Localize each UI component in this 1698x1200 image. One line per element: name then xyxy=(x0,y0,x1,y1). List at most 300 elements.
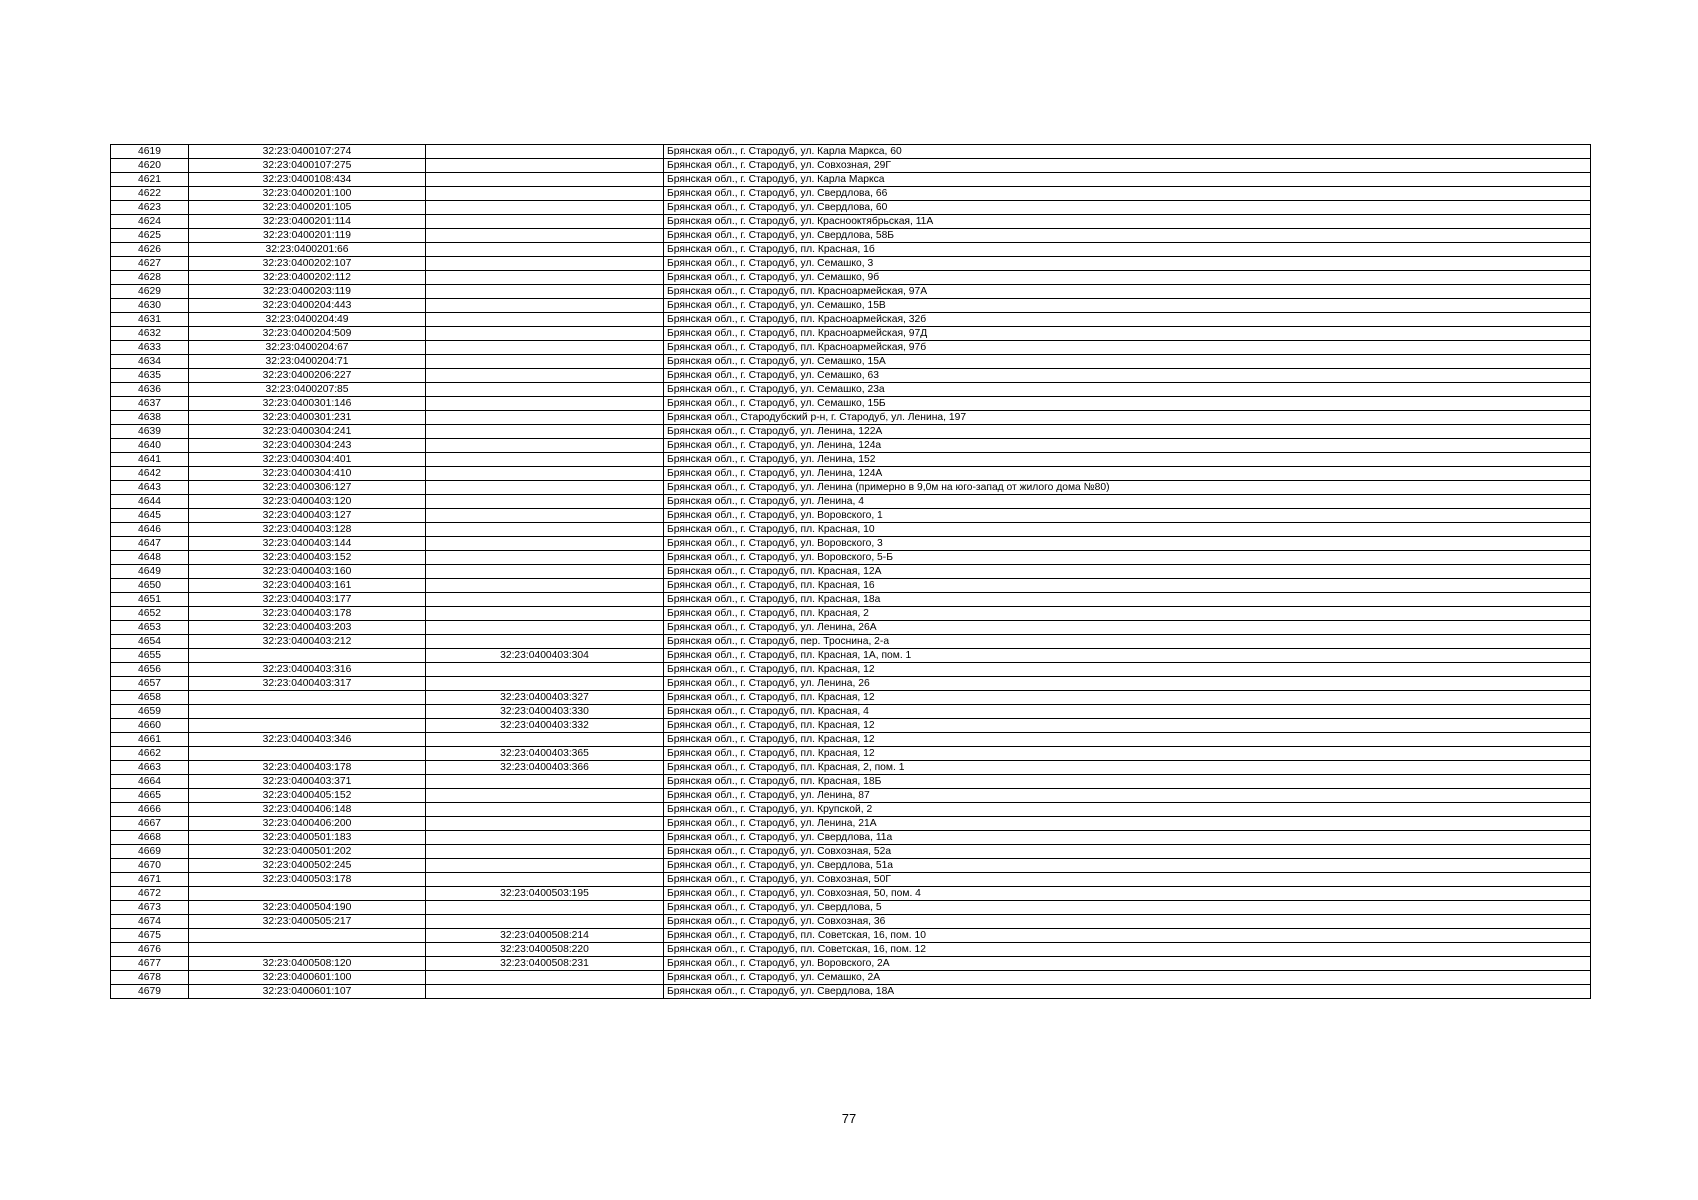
table-row xyxy=(111,649,1591,663)
address-cell: Брянская обл., г. Стародуб, пл. Красная, 12 xyxy=(664,691,1591,705)
table-row xyxy=(111,873,1591,887)
land-cadastral-number-cell: 32:23:0400304:401 xyxy=(189,453,426,467)
table-row xyxy=(111,355,1591,369)
address-cell: Брянская обл., г. Стародуб, пер. Троснина, 2-а xyxy=(664,635,1591,649)
table-row xyxy=(111,719,1591,733)
row-number-cell: 4658 xyxy=(111,691,189,705)
address-cell: Брянская обл., г. Стародуб, ул. Свердлова, 11а xyxy=(664,831,1591,845)
land-cadastral-number-cell: 32:23:0400304:410 xyxy=(189,467,426,481)
building-cadastral-number-cell xyxy=(426,201,664,215)
table-row xyxy=(111,635,1591,649)
land-cadastral-number-cell: 32:23:0400201:100 xyxy=(189,187,426,201)
row-number-cell: 4651 xyxy=(111,593,189,607)
row-number-cell: 4670 xyxy=(111,859,189,873)
table-row xyxy=(111,341,1591,355)
table-row xyxy=(111,411,1591,425)
address-cell: Брянская обл., г. Стародуб, пл. Красноармейская, 32б xyxy=(664,313,1591,327)
address-cell: Брянская обл., г. Стародуб, ул. Семашко, 9б xyxy=(664,271,1591,285)
land-cadastral-number-cell: 32:23:0400504:190 xyxy=(189,901,426,915)
table-row xyxy=(111,565,1591,579)
table-row xyxy=(111,145,1591,159)
land-cadastral-number-cell: 32:23:0400304:243 xyxy=(189,439,426,453)
building-cadastral-number-cell xyxy=(426,145,664,159)
table-row xyxy=(111,243,1591,257)
building-cadastral-number-cell xyxy=(426,397,664,411)
address-cell: Брянская обл., г. Стародуб, ул. Ленина, 122А xyxy=(664,425,1591,439)
row-number-cell: 4643 xyxy=(111,481,189,495)
land-cadastral-number-cell: 32:23:0400406:200 xyxy=(189,817,426,831)
row-number-cell: 4645 xyxy=(111,509,189,523)
building-cadastral-number-cell: 32:23:0400403:366 xyxy=(426,761,664,775)
address-cell: Брянская обл., г. Стародуб, ул. Свердлова, 58Б xyxy=(664,229,1591,243)
land-cadastral-number-cell: 32:23:0400204:71 xyxy=(189,355,426,369)
row-number-cell: 4633 xyxy=(111,341,189,355)
row-number-cell: 4674 xyxy=(111,915,189,929)
table-row xyxy=(111,733,1591,747)
building-cadastral-number-cell xyxy=(426,565,664,579)
row-number-cell: 4622 xyxy=(111,187,189,201)
address-cell: Брянская обл., г. Стародуб, ул. Карла Маркса xyxy=(664,173,1591,187)
address-cell: Брянская обл., г. Стародуб, ул. Семашко, 2А xyxy=(664,971,1591,985)
building-cadastral-number-cell xyxy=(426,537,664,551)
address-cell: Брянская обл., Стародубский р-н, г. Стародуб, ул. Ленина, 197 xyxy=(664,411,1591,425)
building-cadastral-number-cell xyxy=(426,467,664,481)
table-row xyxy=(111,271,1591,285)
land-cadastral-number-cell: 32:23:0400201:105 xyxy=(189,201,426,215)
land-cadastral-number-cell: 32:23:0400201:119 xyxy=(189,229,426,243)
land-cadastral-number-cell: 32:23:0400107:275 xyxy=(189,159,426,173)
land-cadastral-number-cell: 32:23:0400403:160 xyxy=(189,565,426,579)
land-cadastral-number-cell: 32:23:0400403:152 xyxy=(189,551,426,565)
row-number-cell: 4675 xyxy=(111,929,189,943)
land-cadastral-number-cell: 32:23:0400601:107 xyxy=(189,985,426,999)
row-number-cell: 4650 xyxy=(111,579,189,593)
building-cadastral-number-cell xyxy=(426,187,664,201)
row-number-cell: 4641 xyxy=(111,453,189,467)
table-row xyxy=(111,495,1591,509)
building-cadastral-number-cell xyxy=(426,971,664,985)
row-number-cell: 4639 xyxy=(111,425,189,439)
land-cadastral-number-cell: 32:23:0400403:177 xyxy=(189,593,426,607)
row-number-cell: 4621 xyxy=(111,173,189,187)
table-row xyxy=(111,971,1591,985)
address-cell: Брянская обл., г. Стародуб, пл. Красная, 2, пом. 1 xyxy=(664,761,1591,775)
address-cell: Брянская обл., г. Стародуб, ул. Ленина, 21А xyxy=(664,817,1591,831)
address-cell: Брянская обл., г. Стародуб, пл. Красная, 4 xyxy=(664,705,1591,719)
address-cell: Брянская обл., г. Стародуб, ул. Крупской, 2 xyxy=(664,803,1591,817)
address-cell: Брянская обл., г. Стародуб, ул. Ленина, 124А xyxy=(664,467,1591,481)
row-number-cell: 4630 xyxy=(111,299,189,313)
land-cadastral-number-cell: 32:23:0400501:183 xyxy=(189,831,426,845)
row-number-cell: 4679 xyxy=(111,985,189,999)
table-row xyxy=(111,663,1591,677)
building-cadastral-number-cell xyxy=(426,159,664,173)
table-row xyxy=(111,285,1591,299)
row-number-cell: 4664 xyxy=(111,775,189,789)
table-row xyxy=(111,229,1591,243)
table-row xyxy=(111,943,1591,957)
address-cell: Брянская обл., г. Стародуб, пл. Красная, 12 xyxy=(664,733,1591,747)
land-cadastral-number-cell: 32:23:0400201:114 xyxy=(189,215,426,229)
building-cadastral-number-cell xyxy=(426,285,664,299)
building-cadastral-number-cell xyxy=(426,873,664,887)
row-number-cell: 4644 xyxy=(111,495,189,509)
building-cadastral-number-cell xyxy=(426,243,664,257)
table-row xyxy=(111,929,1591,943)
table-row xyxy=(111,257,1591,271)
row-number-cell: 4626 xyxy=(111,243,189,257)
row-number-cell: 4647 xyxy=(111,537,189,551)
table-row xyxy=(111,677,1591,691)
row-number-cell: 4668 xyxy=(111,831,189,845)
table-row xyxy=(111,747,1591,761)
address-cell: Брянская обл., г. Стародуб, пл. Красная, 18а xyxy=(664,593,1591,607)
table-row xyxy=(111,201,1591,215)
address-cell: Брянская обл., г. Стародуб, пл. Красная, 10 xyxy=(664,523,1591,537)
address-cell: Брянская обл., г. Стародуб, ул. Семашко, 15Б xyxy=(664,397,1591,411)
building-cadastral-number-cell: 32:23:0400508:214 xyxy=(426,929,664,943)
land-cadastral-number-cell: 32:23:0400403:316 xyxy=(189,663,426,677)
land-cadastral-number-cell: 32:23:0400304:241 xyxy=(189,425,426,439)
row-number-cell: 4629 xyxy=(111,285,189,299)
row-number-cell: 4665 xyxy=(111,789,189,803)
registry-table-body xyxy=(111,145,1591,999)
address-cell: Брянская обл., г. Стародуб, ул. Семашко, 63 xyxy=(664,369,1591,383)
row-number-cell: 4632 xyxy=(111,327,189,341)
address-cell: Брянская обл., г. Стародуб, ул. Воровского, 2А xyxy=(664,957,1591,971)
address-cell: Брянская обл., г. Стародуб, ул. Ленина, 87 xyxy=(664,789,1591,803)
building-cadastral-number-cell xyxy=(426,635,664,649)
building-cadastral-number-cell xyxy=(426,215,664,229)
address-cell: Брянская обл., г. Стародуб, ул. Воровского, 1 xyxy=(664,509,1591,523)
land-cadastral-number-cell: 32:23:0400501:202 xyxy=(189,845,426,859)
row-number-cell: 4623 xyxy=(111,201,189,215)
address-cell: Брянская обл., г. Стародуб, ул. Воровского, 5-Б xyxy=(664,551,1591,565)
table-row xyxy=(111,985,1591,999)
address-cell: Брянская обл., г. Стародуб, ул. Свердлова, 51а xyxy=(664,859,1591,873)
address-cell: Брянская обл., г. Стародуб, ул. Совхозная, 36 xyxy=(664,915,1591,929)
address-cell: Брянская обл., г. Стародуб, ул. Семашко, 15В xyxy=(664,299,1591,313)
building-cadastral-number-cell xyxy=(426,229,664,243)
building-cadastral-number-cell xyxy=(426,453,664,467)
land-cadastral-number-cell: 32:23:0400206:227 xyxy=(189,369,426,383)
address-cell: Брянская обл., г. Стародуб, пл. Красная, 12 xyxy=(664,663,1591,677)
building-cadastral-number-cell xyxy=(426,173,664,187)
row-number-cell: 4653 xyxy=(111,621,189,635)
building-cadastral-number-cell xyxy=(426,915,664,929)
land-cadastral-number-cell: 32:23:0400301:231 xyxy=(189,411,426,425)
table-row xyxy=(111,215,1591,229)
building-cadastral-number-cell xyxy=(426,831,664,845)
address-cell: Брянская обл., г. Стародуб, ул. Ленина, 4 xyxy=(664,495,1591,509)
building-cadastral-number-cell xyxy=(426,299,664,313)
table-row xyxy=(111,621,1591,635)
building-cadastral-number-cell xyxy=(426,327,664,341)
building-cadastral-number-cell: 32:23:0400403:365 xyxy=(426,747,664,761)
table-row xyxy=(111,313,1591,327)
building-cadastral-number-cell xyxy=(426,677,664,691)
address-cell: Брянская обл., г. Стародуб, пл. Красная, 12 xyxy=(664,747,1591,761)
row-number-cell: 4660 xyxy=(111,719,189,733)
building-cadastral-number-cell xyxy=(426,271,664,285)
row-number-cell: 4649 xyxy=(111,565,189,579)
row-number-cell: 4642 xyxy=(111,467,189,481)
row-number-cell: 4636 xyxy=(111,383,189,397)
address-cell: Брянская обл., г. Стародуб, пл. Красная, 1б xyxy=(664,243,1591,257)
table-row xyxy=(111,551,1591,565)
row-number-cell: 4648 xyxy=(111,551,189,565)
building-cadastral-number-cell xyxy=(426,369,664,383)
table-row xyxy=(111,775,1591,789)
land-cadastral-number-cell: 32:23:0400403:128 xyxy=(189,523,426,537)
building-cadastral-number-cell: 32:23:0400403:332 xyxy=(426,719,664,733)
row-number-cell: 4659 xyxy=(111,705,189,719)
address-cell: Брянская обл., г. Стародуб, ул. Ленина (примерно в 9,0м на юго-запад от жилого дома №80) xyxy=(664,481,1591,495)
address-cell: Брянская обл., г. Стародуб, ул. Свердлова, 18А xyxy=(664,985,1591,999)
building-cadastral-number-cell xyxy=(426,901,664,915)
table-row xyxy=(111,481,1591,495)
land-cadastral-number-cell: 32:23:0400403:212 xyxy=(189,635,426,649)
row-number-cell: 4663 xyxy=(111,761,189,775)
building-cadastral-number-cell xyxy=(426,355,664,369)
building-cadastral-number-cell xyxy=(426,425,664,439)
row-number-cell: 4669 xyxy=(111,845,189,859)
building-cadastral-number-cell xyxy=(426,845,664,859)
table-row xyxy=(111,803,1591,817)
land-cadastral-number-cell: 32:23:0400503:178 xyxy=(189,873,426,887)
table-row xyxy=(111,467,1591,481)
land-cadastral-number-cell: 32:23:0400204:67 xyxy=(189,341,426,355)
land-cadastral-number-cell xyxy=(189,747,426,761)
building-cadastral-number-cell: 32:23:0400403:304 xyxy=(426,649,664,663)
row-number-cell: 4677 xyxy=(111,957,189,971)
land-cadastral-number-cell xyxy=(189,887,426,901)
row-number-cell: 4656 xyxy=(111,663,189,677)
address-cell: Брянская обл., г. Стародуб, ул. Совхозная, 50, пом. 4 xyxy=(664,887,1591,901)
building-cadastral-number-cell xyxy=(426,733,664,747)
table-row xyxy=(111,831,1591,845)
row-number-cell: 4676 xyxy=(111,943,189,957)
table-row xyxy=(111,453,1591,467)
table-row xyxy=(111,439,1591,453)
land-cadastral-number-cell: 32:23:0400204:443 xyxy=(189,299,426,313)
row-number-cell: 4673 xyxy=(111,901,189,915)
building-cadastral-number-cell xyxy=(426,523,664,537)
address-cell: Брянская обл., г. Стародуб, ул. Совхозная, 52а xyxy=(664,845,1591,859)
land-cadastral-number-cell: 32:23:0400405:152 xyxy=(189,789,426,803)
row-number-cell: 4620 xyxy=(111,159,189,173)
table-row xyxy=(111,159,1591,173)
table-row xyxy=(111,845,1591,859)
building-cadastral-number-cell xyxy=(426,383,664,397)
land-cadastral-number-cell: 32:23:0400306:127 xyxy=(189,481,426,495)
row-number-cell: 4638 xyxy=(111,411,189,425)
table-row xyxy=(111,705,1591,719)
address-cell: Брянская обл., г. Стародуб, пл. Красноармейская, 97А xyxy=(664,285,1591,299)
address-cell: Брянская обл., г. Стародуб, ул. Свердлова, 5 xyxy=(664,901,1591,915)
table-row xyxy=(111,579,1591,593)
row-number-cell: 4627 xyxy=(111,257,189,271)
row-number-cell: 4646 xyxy=(111,523,189,537)
building-cadastral-number-cell: 32:23:0400503:195 xyxy=(426,887,664,901)
land-cadastral-number-cell xyxy=(189,929,426,943)
address-cell: Брянская обл., г. Стародуб, ул. Свердлова, 60 xyxy=(664,201,1591,215)
land-cadastral-number-cell xyxy=(189,719,426,733)
address-cell: Брянская обл., г. Стародуб, ул. Ленина, 26А xyxy=(664,621,1591,635)
land-cadastral-number-cell: 32:23:0400508:120 xyxy=(189,957,426,971)
table-row xyxy=(111,607,1591,621)
table-row xyxy=(111,957,1591,971)
registry-table xyxy=(110,144,1591,999)
table-row xyxy=(111,537,1591,551)
table-row xyxy=(111,789,1591,803)
row-number-cell: 4637 xyxy=(111,397,189,411)
land-cadastral-number-cell: 32:23:0400201:66 xyxy=(189,243,426,257)
address-cell: Брянская обл., г. Стародуб, ул. Краснооктябрьская, 11А xyxy=(664,215,1591,229)
address-cell: Брянская обл., г. Стародуб, ул. Ленина, 124а xyxy=(664,439,1591,453)
land-cadastral-number-cell: 32:23:0400403:203 xyxy=(189,621,426,635)
building-cadastral-number-cell: 32:23:0400508:231 xyxy=(426,957,664,971)
table-row xyxy=(111,859,1591,873)
land-cadastral-number-cell: 32:23:0400202:107 xyxy=(189,257,426,271)
land-cadastral-number-cell xyxy=(189,691,426,705)
land-cadastral-number-cell: 32:23:0400403:346 xyxy=(189,733,426,747)
row-number-cell: 4667 xyxy=(111,817,189,831)
land-cadastral-number-cell xyxy=(189,649,426,663)
row-number-cell: 4661 xyxy=(111,733,189,747)
row-number-cell: 4619 xyxy=(111,145,189,159)
land-cadastral-number-cell: 32:23:0400403:178 xyxy=(189,607,426,621)
land-cadastral-number-cell: 32:23:0400107:274 xyxy=(189,145,426,159)
address-cell: Брянская обл., г. Стародуб, пл. Красная, 18Б xyxy=(664,775,1591,789)
land-cadastral-number-cell: 32:23:0400502:245 xyxy=(189,859,426,873)
land-cadastral-number-cell: 32:23:0400403:127 xyxy=(189,509,426,523)
land-cadastral-number-cell: 32:23:0400204:49 xyxy=(189,313,426,327)
table-row xyxy=(111,593,1591,607)
land-cadastral-number-cell: 32:23:0400207:85 xyxy=(189,383,426,397)
table-row xyxy=(111,173,1591,187)
table-row xyxy=(111,691,1591,705)
building-cadastral-number-cell xyxy=(426,439,664,453)
table-row xyxy=(111,383,1591,397)
building-cadastral-number-cell xyxy=(426,481,664,495)
building-cadastral-number-cell xyxy=(426,341,664,355)
row-number-cell: 4635 xyxy=(111,369,189,383)
land-cadastral-number-cell: 32:23:0400403:161 xyxy=(189,579,426,593)
building-cadastral-number-cell xyxy=(426,509,664,523)
land-cadastral-number-cell: 32:23:0400601:100 xyxy=(189,971,426,985)
land-cadastral-number-cell: 32:23:0400202:112 xyxy=(189,271,426,285)
table-row xyxy=(111,901,1591,915)
address-cell: Брянская обл., г. Стародуб, ул. Совхозная, 29Г xyxy=(664,159,1591,173)
building-cadastral-number-cell xyxy=(426,663,664,677)
land-cadastral-number-cell: 32:23:0400301:146 xyxy=(189,397,426,411)
address-cell: Брянская обл., г. Стародуб, ул. Семашко, 23а xyxy=(664,383,1591,397)
building-cadastral-number-cell xyxy=(426,257,664,271)
table-row xyxy=(111,523,1591,537)
address-cell: Брянская обл., г. Стародуб, пл. Красная, 12 xyxy=(664,719,1591,733)
land-cadastral-number-cell: 32:23:0400403:371 xyxy=(189,775,426,789)
building-cadastral-number-cell xyxy=(426,313,664,327)
address-cell: Брянская обл., г. Стародуб, ул. Ленина, 26 xyxy=(664,677,1591,691)
building-cadastral-number-cell xyxy=(426,621,664,635)
address-cell: Брянская обл., г. Стародуб, ул. Совхозная, 50Г xyxy=(664,873,1591,887)
building-cadastral-number-cell xyxy=(426,593,664,607)
table-row xyxy=(111,397,1591,411)
building-cadastral-number-cell: 32:23:0400508:220 xyxy=(426,943,664,957)
row-number-cell: 4654 xyxy=(111,635,189,649)
building-cadastral-number-cell xyxy=(426,775,664,789)
row-number-cell: 4655 xyxy=(111,649,189,663)
land-cadastral-number-cell: 32:23:0400108:434 xyxy=(189,173,426,187)
table-row xyxy=(111,369,1591,383)
land-cadastral-number-cell: 32:23:0400204:509 xyxy=(189,327,426,341)
land-cadastral-number-cell: 32:23:0400406:148 xyxy=(189,803,426,817)
land-cadastral-number-cell xyxy=(189,705,426,719)
row-number-cell: 4640 xyxy=(111,439,189,453)
table-row xyxy=(111,327,1591,341)
row-number-cell: 4625 xyxy=(111,229,189,243)
table-row xyxy=(111,915,1591,929)
page-number: 77 xyxy=(841,1111,857,1126)
address-cell: Брянская обл., г. Стародуб, ул. Воровского, 3 xyxy=(664,537,1591,551)
row-number-cell: 4657 xyxy=(111,677,189,691)
row-number-cell: 4624 xyxy=(111,215,189,229)
address-cell: Брянская обл., г. Стародуб, ул. Карла Маркса, 60 xyxy=(664,145,1591,159)
table-row xyxy=(111,425,1591,439)
row-number-cell: 4634 xyxy=(111,355,189,369)
building-cadastral-number-cell xyxy=(426,579,664,593)
row-number-cell: 4662 xyxy=(111,747,189,761)
address-cell: Брянская обл., г. Стародуб, пл. Красноармейская, 97Д xyxy=(664,327,1591,341)
address-cell: Брянская обл., г. Стародуб, пл. Красная, 1А, пом. 1 xyxy=(664,649,1591,663)
building-cadastral-number-cell xyxy=(426,789,664,803)
address-cell: Брянская обл., г. Стародуб, пл. Советская, 16, пом. 12 xyxy=(664,943,1591,957)
land-cadastral-number-cell: 32:23:0400403:120 xyxy=(189,495,426,509)
building-cadastral-number-cell: 32:23:0400403:327 xyxy=(426,691,664,705)
row-number-cell: 4678 xyxy=(111,971,189,985)
address-cell: Брянская обл., г. Стародуб, ул. Семашко, 3 xyxy=(664,257,1591,271)
land-cadastral-number-cell: 32:23:0400203:119 xyxy=(189,285,426,299)
row-number-cell: 4628 xyxy=(111,271,189,285)
land-cadastral-number-cell: 32:23:0400403:178 xyxy=(189,761,426,775)
table-row xyxy=(111,509,1591,523)
table-row xyxy=(111,299,1591,313)
building-cadastral-number-cell xyxy=(426,411,664,425)
building-cadastral-number-cell xyxy=(426,607,664,621)
table-row xyxy=(111,761,1591,775)
address-cell: Брянская обл., г. Стародуб, пл. Советская, 16, пом. 10 xyxy=(664,929,1591,943)
address-cell: Брянская обл., г. Стародуб, пл. Красная, 2 xyxy=(664,607,1591,621)
address-cell: Брянская обл., г. Стародуб, пл. Красноармейская, 97б xyxy=(664,341,1591,355)
row-number-cell: 4672 xyxy=(111,887,189,901)
table-row xyxy=(111,187,1591,201)
land-cadastral-number-cell xyxy=(189,943,426,957)
building-cadastral-number-cell xyxy=(426,803,664,817)
address-cell: Брянская обл., г. Стародуб, ул. Свердлова, 66 xyxy=(664,187,1591,201)
table-row xyxy=(111,817,1591,831)
row-number-cell: 4631 xyxy=(111,313,189,327)
row-number-cell: 4652 xyxy=(111,607,189,621)
building-cadastral-number-cell xyxy=(426,817,664,831)
land-cadastral-number-cell: 32:23:0400505:217 xyxy=(189,915,426,929)
address-cell: Брянская обл., г. Стародуб, пл. Красная, 12А xyxy=(664,565,1591,579)
row-number-cell: 4666 xyxy=(111,803,189,817)
land-cadastral-number-cell: 32:23:0400403:144 xyxy=(189,537,426,551)
row-number-cell: 4671 xyxy=(111,873,189,887)
building-cadastral-number-cell xyxy=(426,495,664,509)
land-cadastral-number-cell: 32:23:0400403:317 xyxy=(189,677,426,691)
